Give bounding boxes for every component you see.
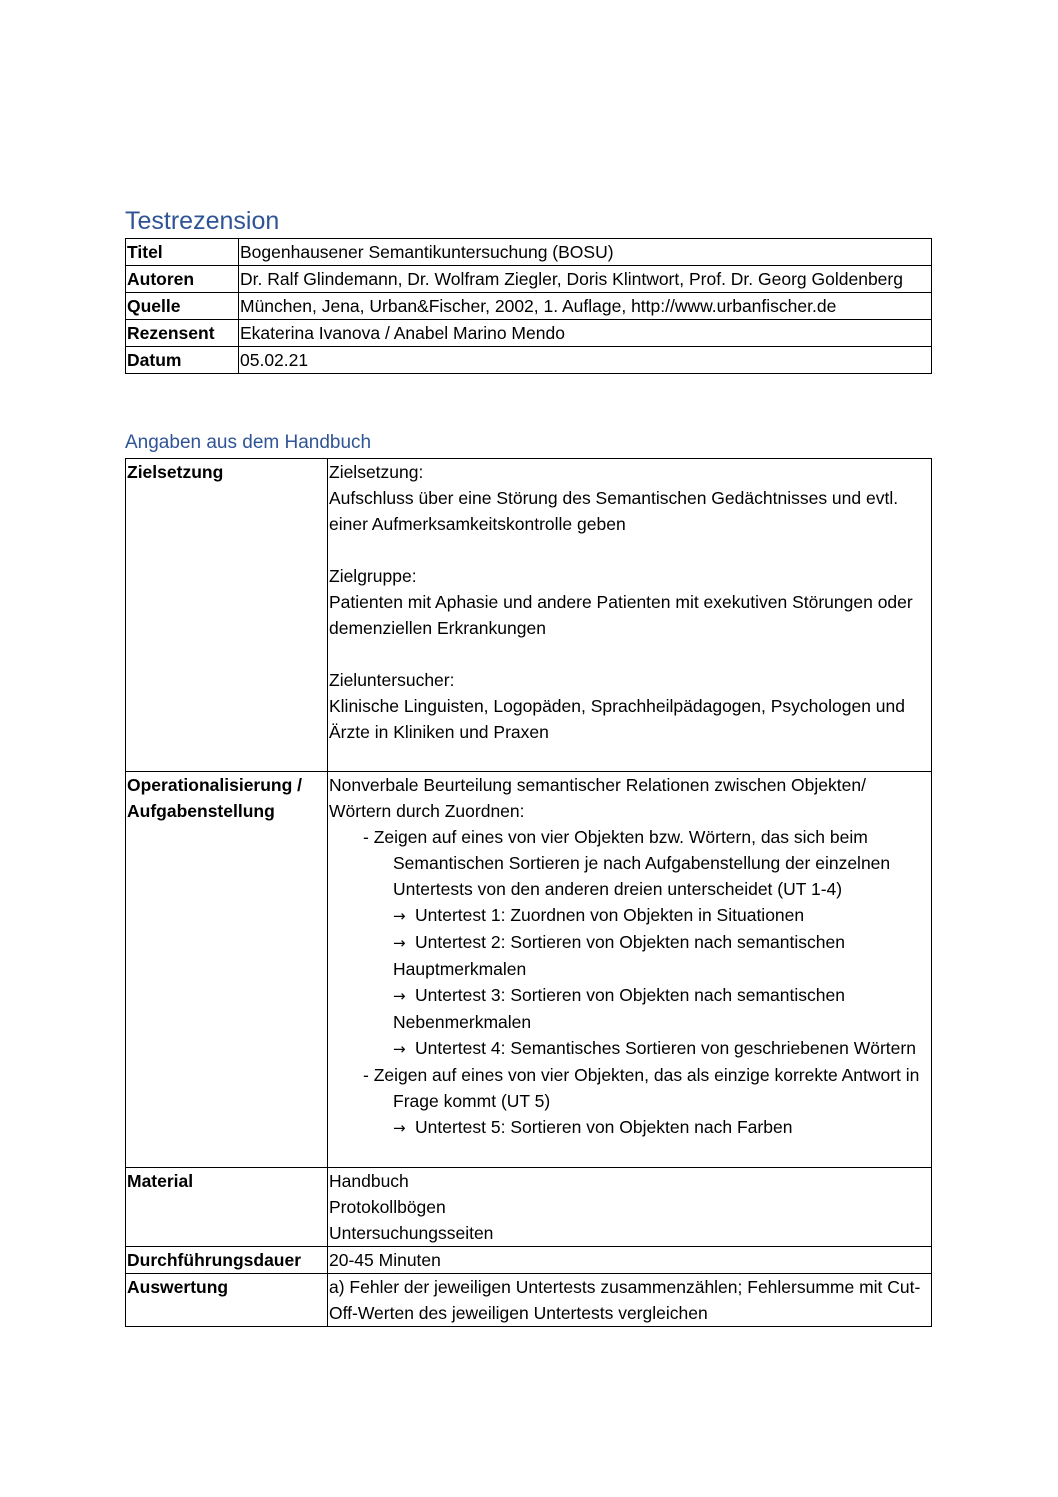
row-label-operationalisierung [126, 772, 328, 1168]
material-item: Untersuchungsseiten [329, 1223, 494, 1243]
table-row [126, 239, 932, 266]
row-value-autoren: Dr. Ralf Glindemann, Dr. Wolfram Ziegler, Doris Klintwort, Prof. Dr. Georg Goldenberg [239, 266, 932, 293]
target-group-text: Patienten mit Aphasie und andere Patienten mit exekutiven Störungen oder demenziellen Erkrankungen [329, 592, 913, 638]
row-label-material: Material [126, 1168, 328, 1247]
row-value-quelle: München, Jena, Urban&Fischer, 2002, 1. Auflage, http://www.urbanfischer.de [239, 293, 932, 320]
arrow-right-icon: → [393, 987, 406, 1005]
table-row [126, 1247, 932, 1274]
row-label-zielsetzung: Zielsetzung [126, 459, 328, 772]
arrow-right-icon: → [393, 1040, 406, 1058]
table-row [126, 293, 932, 320]
arrow-right-icon: → [393, 934, 406, 952]
row-label-dauer: Durchführungsdauer [126, 1247, 328, 1274]
row-label-titel: Titel [126, 239, 239, 266]
subtest-text: Untertest 5: Sortieren von Objekten nach Farben [415, 1117, 793, 1137]
arrow-right-icon: → [393, 907, 406, 925]
target-group-heading: Zielgruppe: [329, 566, 417, 586]
row-label-quelle: Quelle [126, 293, 239, 320]
row-label-auswertung: Auswertung [126, 1274, 328, 1327]
subtest-text: Untertest 2: Sortieren von Objekten nach semantischen Hauptmerkmalen [393, 932, 845, 979]
section-heading: Angaben aus dem Handbuch [125, 432, 372, 453]
table-row [126, 459, 932, 772]
table-row [126, 1168, 932, 1247]
material-item: Protokollbögen [329, 1197, 446, 1217]
review-metadata-table [125, 238, 932, 374]
subtest-text: Untertest 3: Sortieren von Objekten nach semantischen Nebenmerkmalen [393, 985, 845, 1032]
task-intro: Nonverbale Beurteilung semantischer Relationen zwischen Objekten/ Wörtern durch Zuordnen: [329, 775, 866, 821]
table-row [126, 347, 932, 374]
examiner-text: Klinische Linguisten, Logopäden, Sprachheilpädagogen, Psychologen und Ärzte in Kliniken und Praxen [329, 696, 905, 742]
row-label-rezensent: Rezensent [126, 320, 239, 347]
table-row [126, 266, 932, 293]
examiner-heading: Zieluntersucher: [329, 670, 455, 690]
material-item: Handbuch [329, 1171, 409, 1191]
subtest-text: Untertest 1: Zuordnen von Objekten in Situationen [415, 905, 805, 925]
subtest-item [329, 1035, 929, 1062]
task-item-1: - Zeigen auf eines von vier Objekten bzw. Wörtern, das sich beim Semantischen Sortieren je nach Aufgabenstellung der einzelnen Untertests von den anderen dreien unterscheidet (UT 1-4) [363, 827, 891, 899]
row-value-rezensent: Ekaterina Ivanova / Anabel Marino Mendo [239, 320, 932, 347]
subtest-item [329, 982, 929, 1035]
subtest-item [329, 902, 929, 929]
task-item-2: - Zeigen auf eines von vier Objekten, das als einzige korrekte Antwort in Frage kommt (UT 5) [363, 1065, 920, 1111]
document-title: Testrezension [125, 207, 280, 235]
subtest-item [329, 1114, 929, 1141]
row-value-datum: 05.02.21 [239, 347, 932, 374]
row-value-material [328, 1168, 932, 1247]
arrow-right-icon: → [393, 1119, 406, 1137]
subtest-text: Untertest 4: Semantisches Sortieren von geschriebenen Wörtern [415, 1038, 916, 1058]
row-value-zielsetzung [328, 459, 932, 772]
row-label-datum: Datum [126, 347, 239, 374]
row-value-operationalisierung [328, 772, 932, 1168]
row-value-auswertung: a) Fehler der jeweiligen Untertests zusammenzählen; Fehlersumme mit Cut-Off-Werten des jeweiligen Untertests vergleichen [328, 1274, 932, 1327]
table-row [126, 1274, 932, 1327]
goal-text: Aufschluss über eine Störung des Semantischen Gedächtnisses und evtl. einer Aufmerksamkeitskontrolle geben [329, 488, 899, 534]
handbook-table [125, 458, 932, 1327]
row-label-line: Operationalisierung / [127, 775, 303, 795]
subtest-item [329, 929, 929, 982]
table-row [126, 772, 932, 1168]
row-label-line: Aufgabenstellung [127, 801, 275, 821]
row-value-dauer: 20-45 Minuten [328, 1247, 932, 1274]
table-row [126, 320, 932, 347]
goal-heading: Zielsetzung: [329, 462, 424, 482]
row-label-autoren: Autoren [126, 266, 239, 293]
row-value-titel: Bogenhausener Semantikuntersuchung (BOSU) [239, 239, 932, 266]
